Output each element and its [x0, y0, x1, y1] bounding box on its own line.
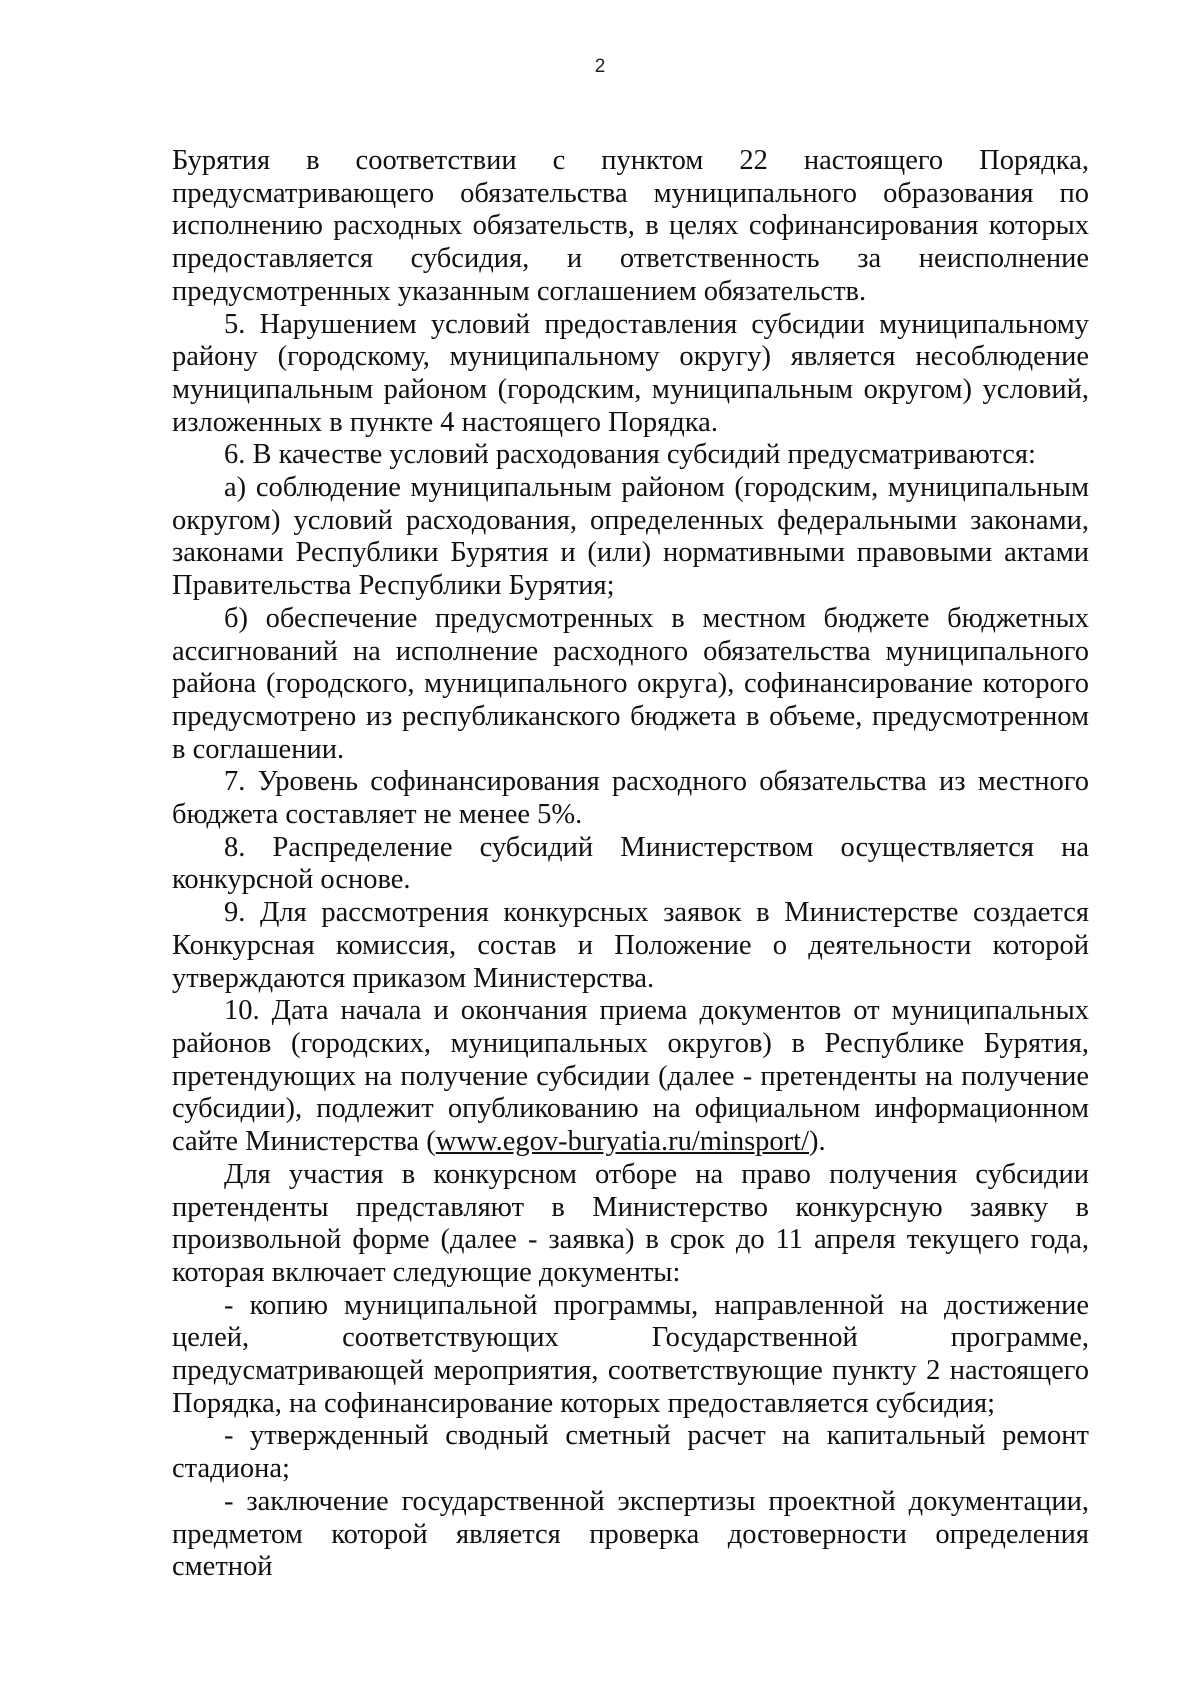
paragraph-item-10-text: 10. Дата начала и окончания приема документов от муниципальных районов (городских, муниципальных округов) в Республике Бурятия, претендующих на получение субсидии (далее - претенденты на получение субсидии), подлежит опубликованию на официальном информационном сайте Министерства (	[172, 995, 1089, 1158]
paragraph-item-5: 5. Нарушением условий предоставления субсидии муниципальному району (городскому, муниципальному округу) является несоблюдение муниципальным районом (городским, муниципальным округом) условий, изложенных в пункте 4 настоящего Порядка.	[172, 308, 1089, 438]
paragraph-doc-expertise: - заключение государственной экспертизы проектной документации, предметом которой является проверка достоверности определения сметной	[172, 1485, 1089, 1583]
ministry-website-link[interactable]: www.egov-buryatia.ru/minsport/	[435, 1126, 810, 1158]
paragraph-item-6: 6. В качестве условий расходования субсидий предусматриваются:	[224, 439, 1036, 471]
paragraph-subitem-a: а) соблюдение муниципальным районом (городским, муниципальным округом) условий расходования, определенных федеральными законами, законами Республики Бурятия и (или) нормативными правовыми актами Правительства Республики Бурятия;	[172, 472, 1089, 602]
paragraph-doc-program-copy: - копию муниципальной программы, направленной на достижение целей, соответствующих Государственной программе, предусматривающей мероприятия, соответствующие пункту 2 настоящего Порядка, на софинансирование которых предоставляется субсидия;	[172, 1289, 1089, 1419]
paragraph-item-10	[172, 995, 1089, 1159]
paragraph-application-intro: Для участия в конкурсном отборе на право получения субсидии претенденты представляют в Министерство конкурсную заявку в произвольной форме (далее - заявка) в срок до 11 апреля текущего года, которая включает следующие документы:	[172, 1158, 1089, 1288]
paragraph-subitem-b: б) обеспечение предусмотренных в местном бюджете бюджетных ассигнований на исполнение расходного обязательства муниципального района (городского, муниципального округа), софинансирование которого предусмотрено из республиканского бюджета в объеме, предусмотренном в соглашении.	[172, 602, 1089, 765]
page-number: 2	[594, 56, 606, 77]
paragraph-doc-estimate: - утвержденный сводный сметный расчет на капитальный ремонт стадиона;	[172, 1420, 1089, 1485]
paragraph-continuation: Бурятия в соответствии с пунктом 22 настоящего Порядка, предусматривающего обязательства муниципального образования по исполнению расходных обязательств, в целях софинансирования которых предоставляется субсидия, и ответственность за неисполнение предусмотренных указанным соглашением обязательств.	[172, 145, 1089, 307]
paragraph-item-9: 9. Для рассмотрения конкурсных заявок в Министерстве создается Конкурсная комиссия, состав и Положение о деятельности которой утверждаются приказом Министерства.	[172, 897, 1089, 994]
document-body	[172, 145, 1089, 1584]
paragraph-item-8: 8. Распределение субсидий Министерством осуществляется на конкурсной основе.	[172, 831, 1089, 896]
paragraph-item-10-suffix: ).	[809, 1126, 826, 1158]
paragraph-item-7: 7. Уровень софинансирования расходного обязательства из местного бюджета составляет не менее 5%.	[172, 766, 1089, 831]
